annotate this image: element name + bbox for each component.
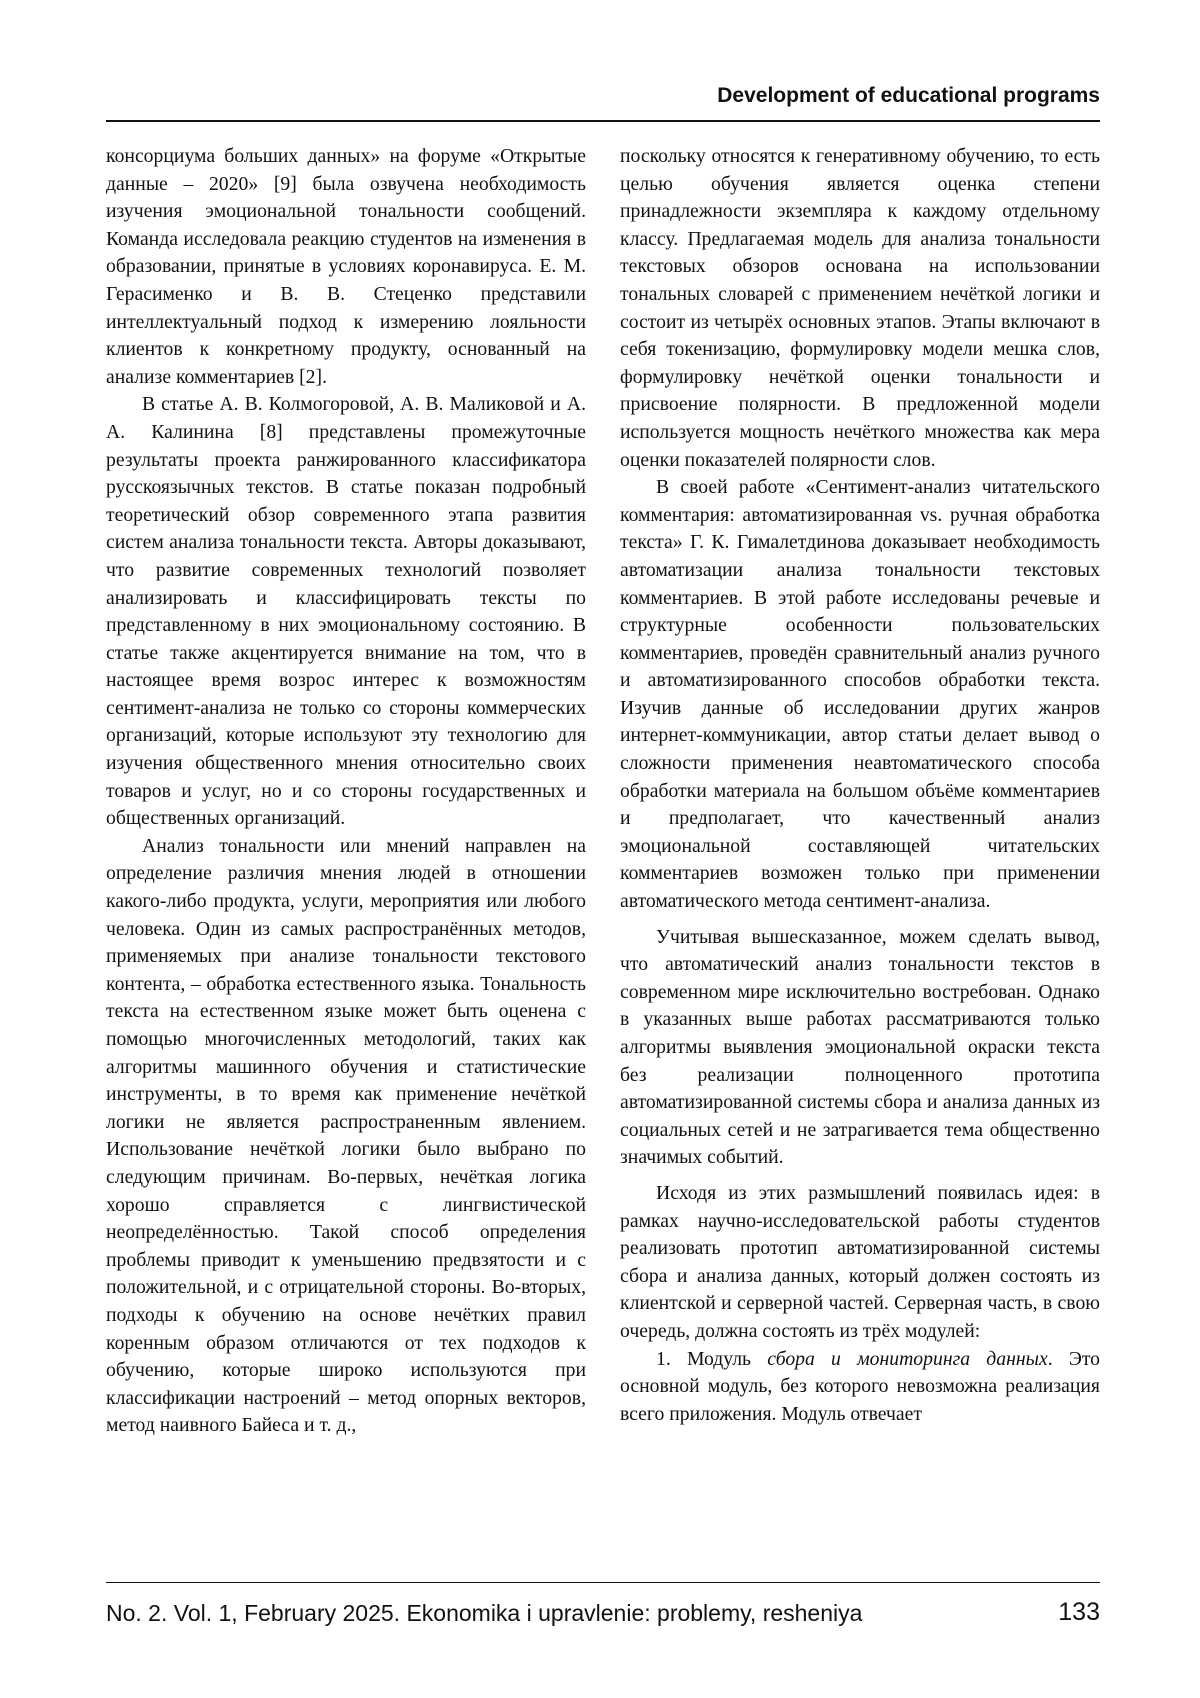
paragraph: В статье А. В. Колмогоровой, А. В. Маликовой и А. А. Калинина [8] представлены промежуточные результаты проекта ранжированного классификатора русскоязычных текстов. В статье показан подробный теоретический обзор современного этапа развития систем анализа тональности текста. Авторы доказывают, что развитие современных технологий позволяет анализировать и классифицировать тексты по представленному в них эмоциональному состоянию. В статье также акцентируется внимание на том, что в настоящее время возрос интерес к возможностям сентимент-анализа не только со стороны коммерческих организаций, которые используют эту технологию для изучения общественного мнения относительно своих товаров и услуг, но и со стороны государственных и общественных организаций.	[106, 393, 586, 830]
list-item-emphasis: сбора и мониторинга данных	[767, 1347, 1048, 1370]
page-number: 133	[1058, 1598, 1100, 1626]
list-item-prefix: 1. Модуль	[656, 1347, 768, 1370]
header-divider	[106, 120, 1100, 122]
paragraph: Исходя из этих размышлений появилась идея: в рамках научно-исследовательской работы студентов реализовать прототип автоматизированной системы сбора и анализа данных, который должен состоять из клиентской и серверной частей. Серверная часть, в свою очередь, должна состоять из трёх модулей:	[620, 1181, 1100, 1342]
running-header: Development of educational programs	[717, 84, 1100, 107]
paragraph: поскольку относятся к генеративному обучению, то есть целью обучения является оценка степени принадлежности экземпляра к каждому отдельному классу. Предлагаемая модель для анализа тональности текстовых обзоров основана на использовании тональных словарей с применением нечёткой логики и состоит из четырёх основных этапов. Этапы включают в себя токенизацию, формулировку модели мешка слов, формулировку нечёткой оценки тональности и присвоение полярности. В предложенной модели используется мощность нечёткого множества как мера оценки показателей полярности слов.	[620, 145, 1100, 471]
numbered-list-item	[620, 1346, 1100, 1429]
paragraph: Учитывая вышесказанное, можем сделать вывод, что автоматический анализ тональности текстов в современном мире исключительно востребован. Однако в указанных выше работах рассматриваются только алгоритмы выявления эмоциональной окраски текста без реализации полноценного прототипа автоматизированной системы сбора и анализа данных из социальных сетей и не затрагивается тема общественно значимых событий.	[620, 925, 1100, 1169]
paragraph: консорциума больших данных» на форуме «Открытые данные – 2020» [9] была озвучена необходимость изучения эмоциональной тональности сообщений. Команда исследовала реакцию студентов на изменения в образовании, принятые в условиях коронавируса. Е. М. Герасименко и В. В. Стеценко представили интеллектуальный подход к измерению лояльности клиентов к конкретному продукту, основанный на анализе комментариев [2].	[106, 145, 586, 388]
paragraph: Анализ тональности или мнений направлен на определение различия мнения людей в отношении какого-либо продукта, услуги, мероприятия или любого человека. Один из самых распространённых методов, применяемых при анализе тональности текстового контента, – обработка естественного языка. Тональность текста на естественном языке может быть оценена с помощью многочисленных методологий, таких как алгоритмы машинного обучения и статистические инструменты, в то время как применение нечёткой логики не является распространенным явлением. Использование нечёткой логики было выбрано по следующим причинам. Во-первых, нечёткая логика хорошо справляется с лингвистической неопределённостью. Такой способ определения проблемы приводит к уменьшению предвзятости и с положительной, и с отрицательной стороны. Во-вторых, подходы к обучению на основе нечётких правил коренным образом отличаются от тех подходов к обучению, которые широко используются при классификации настроений – метод опорных векторов, метод наивного Байеса и т. д.,	[106, 834, 586, 1437]
footer	[106, 1598, 1100, 1632]
paragraph: В своей работе «Сентимент-анализ читательского комментария: автоматизированная vs. ручная обработка текста» Г. К. Гималетдинова доказывает необходимость автоматизации анализа тональности текстовых комментариев. В этой работе исследованы речевые и структурные особенности пользовательских комментариев, проведён сравнительный анализ ручного и автоматизированного способов обработки текста. Изучив данные об исследовании других жанров интернет-коммуникации, автор статьи делает вывод о сложности применения неавтоматического способа обработки материала на большом объёме комментариев и предполагает, что качественный анализ эмоциональной составляющей читательских комментариев возможен только при применении автоматического метода сентимент-анализа.	[620, 476, 1100, 913]
right-column	[620, 143, 1100, 1575]
footer-divider	[106, 1582, 1100, 1583]
publication-info: No. 2. Vol. 1, February 2025. Ekonomika i upravlenie: problemy, resheniya	[106, 1600, 863, 1626]
left-column	[106, 143, 586, 1575]
list-item-suffix: . Это основной модуль, без которого невозможна реализация всего приложения. Модуль отвечает	[620, 1347, 1100, 1425]
